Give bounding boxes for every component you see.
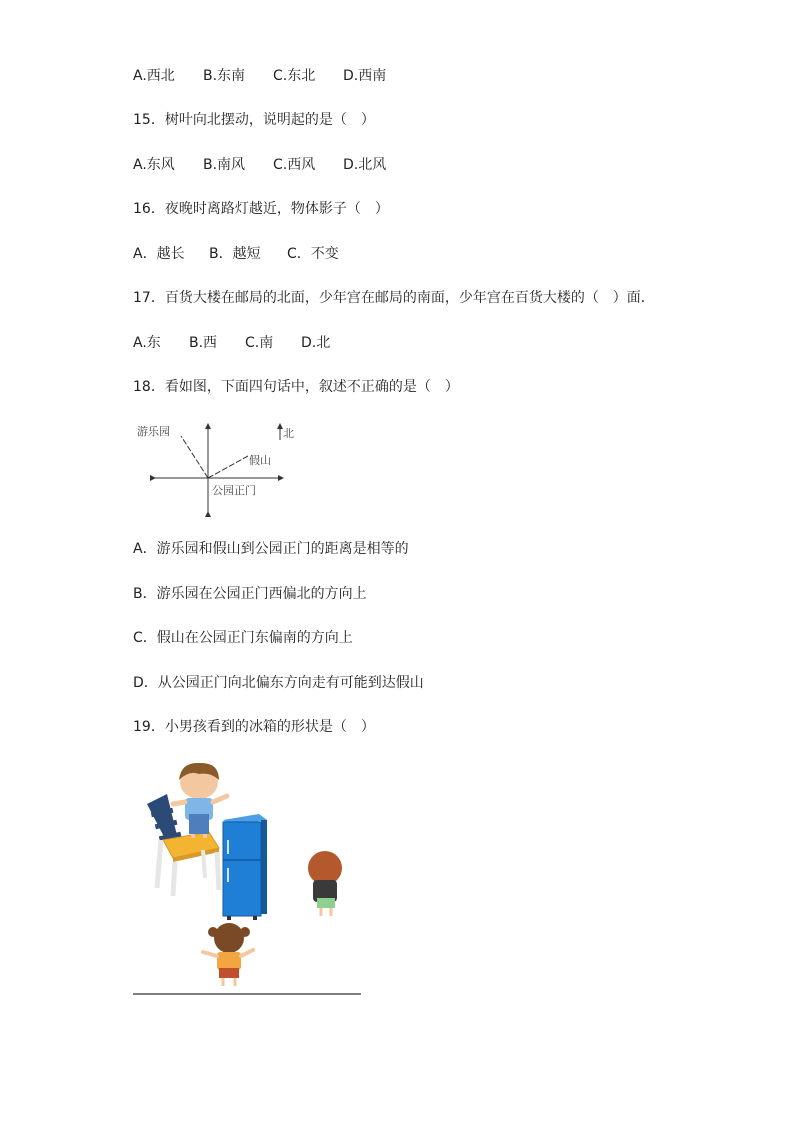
q15-options [133, 156, 386, 174]
q16-options [133, 245, 339, 263]
q14-option-d[interactable]: D.西南 [343, 68, 387, 84]
q15-option-c[interactable]: C.西风 [273, 157, 316, 173]
q17-question: 17．百货大楼在邮局的北面，少年宫在邮局的南面，少年宫在百货大楼的（ ）面． [133, 290, 655, 306]
q17-option-c[interactable]: C.南 [245, 335, 274, 351]
q19-question: 19．小男孩看到的冰箱的形状是（ ） [133, 719, 375, 735]
q19-scene-illustration [133, 760, 363, 1000]
boy-figure [173, 763, 227, 838]
q18-option-b[interactable]: B．游乐园在公园正门西偏北的方向上 [133, 586, 367, 602]
map-label-gate: 公园正门 [212, 484, 256, 497]
q16-option-b[interactable]: B．越短 [209, 246, 261, 262]
q15-option-b[interactable]: B.南风 [203, 157, 246, 173]
map-label-hill: 假山 [249, 454, 271, 467]
q17-option-a[interactable]: A.东 [133, 335, 161, 351]
q14-option-a[interactable]: A.西北 [133, 68, 175, 84]
q15-question: 15．树叶向北摆动，说明起的是（ ） [133, 112, 375, 128]
q18-question: 18．看如图，下面四句话中，叙述不正确的是（ ） [133, 379, 459, 395]
map-line-hill [208, 456, 248, 478]
q14-option-b[interactable]: B.东南 [203, 68, 246, 84]
q18-direction-map [133, 418, 303, 518]
q14-options [133, 67, 386, 85]
map-label-amusement: 游乐园 [137, 425, 170, 438]
q14-option-c[interactable]: C.东北 [273, 68, 316, 84]
q18-option-a[interactable]: A．游乐园和假山到公园正门的距离是相等的 [133, 541, 409, 557]
fridge [223, 814, 267, 920]
q16-option-a[interactable]: A．越长 [133, 246, 185, 262]
q16-option-c[interactable]: C．不变 [287, 246, 339, 262]
q16-question: 16．夜晚时离路灯越近，物体影子（ ） [133, 201, 389, 217]
girl-front-figure [203, 923, 253, 986]
q18-option-c[interactable]: C．假山在公园正门东偏南的方向上 [133, 630, 353, 646]
q15-option-a[interactable]: A.东风 [133, 157, 175, 173]
q18-option-d[interactable]: D．从公园正门向北偏东方向走有可能到达假山 [133, 675, 424, 691]
girl-right-figure [308, 851, 342, 916]
q17-options [133, 334, 330, 352]
map-label-north: 北 [283, 427, 294, 440]
q15-option-d[interactable]: D.北风 [343, 157, 387, 173]
q17-option-b[interactable]: B.西 [189, 335, 218, 351]
map-line-amusement [181, 436, 208, 478]
q17-option-d[interactable]: D.北 [301, 335, 331, 351]
